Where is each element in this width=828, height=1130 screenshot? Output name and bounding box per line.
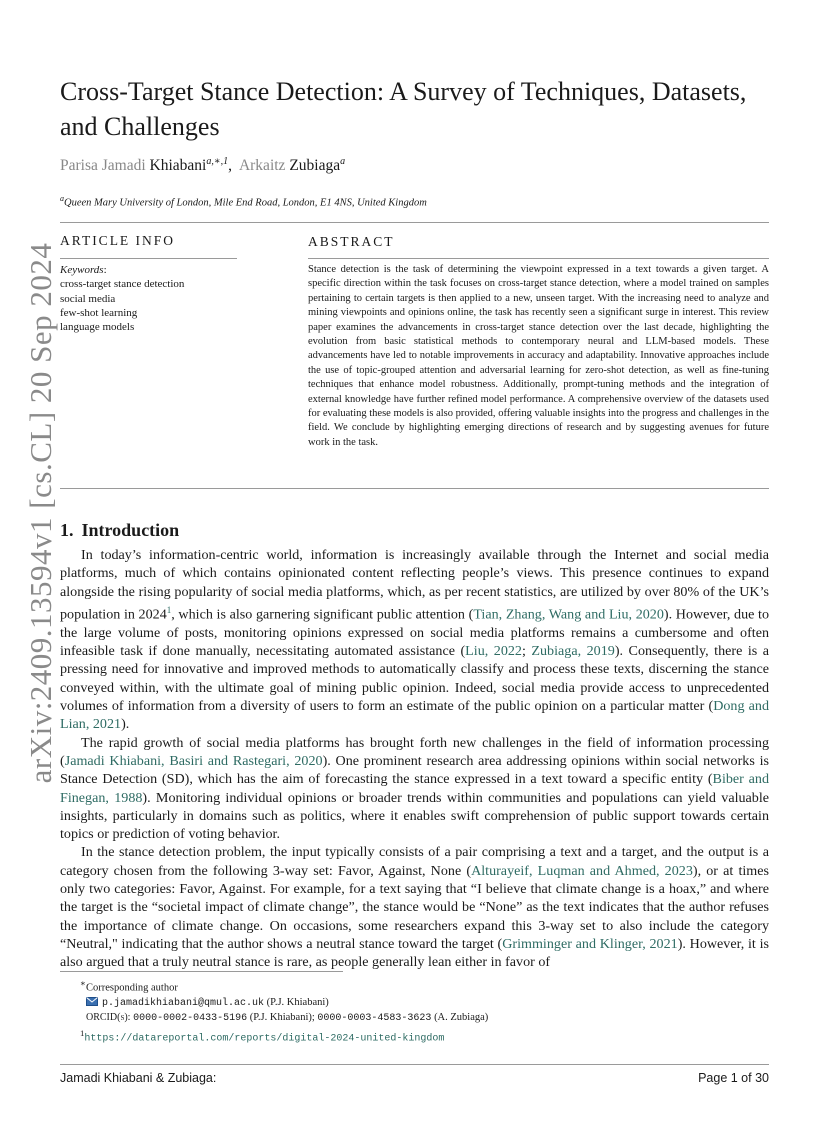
orcid-label: ORCID(s): — [86, 1011, 131, 1023]
text-run: ), or at times only two categories: Favor, Against. For example, for a text saying that “I believe that climate change is a hoax,” and where the target is the “societal impact of climate change”, the stance would be “None” as the text indicates that the author refuses the importance of climate change. On occasions, some researchers expand this 3-way set to also include the category “Neutral," indicating that the author shows a neutral stance toward the target ( — [60, 862, 770, 952]
paragraph — [60, 734, 769, 844]
footnote-rule — [60, 971, 343, 972]
paper-title: Cross-Target Stance Detection: A Survey of Techniques, Datasets, and Challenges — [60, 77, 747, 141]
keyword[interactable]: cross-target stance detection — [60, 278, 185, 291]
text-run: The rapid growth of social media platforms has brought forth new challenges in the field of information processing ( — [60, 734, 769, 769]
envelope-icon — [86, 997, 98, 1006]
citation-link[interactable]: Jamadi Khiabani, Basiri and Rastegari, 2020 — [64, 752, 323, 769]
paragraph — [60, 546, 769, 734]
footnote-mark: 1 — [80, 1027, 85, 1038]
divider — [308, 258, 769, 259]
footnote-url-link[interactable]: https://datareportal.com/reports/digital-2024-united-kingdom — [84, 1033, 445, 1044]
footnote-text: Corresponding author — [85, 982, 178, 994]
email-link[interactable]: p.jamadikhiabani@qmul.ac.uk — [102, 997, 265, 1009]
author-given-name: Arkaitz — [238, 157, 286, 175]
email-owner: (P.J. Khiabani) — [266, 996, 329, 1008]
footer-rule — [60, 1064, 769, 1065]
keywords-label: Keywords — [60, 264, 104, 276]
author-given-name: Parisa Jamadi — [60, 157, 146, 175]
footer-running-head: Jamadi Khiabani & Zubiaga: — [60, 1071, 217, 1085]
section-title: Introduction — [81, 520, 180, 540]
author-1[interactable] — [60, 157, 228, 174]
citation-link[interactable]: Zubiaga, 2019 — [531, 643, 615, 660]
orcid-id[interactable]: 0000-0002-0433-5196 — [133, 1012, 248, 1024]
divider — [60, 258, 237, 259]
orcid-line — [80, 1011, 488, 1026]
citation-link[interactable]: Dong and Lian, 2021 — [60, 698, 769, 733]
page-number: Page 1 of 30 — [698, 1071, 769, 1085]
citation-link[interactable]: Alturayeif, Luqman and Ahmed, 2023 — [471, 862, 693, 879]
citation-link[interactable]: Grimminger and Klinger, 2021 — [502, 935, 678, 952]
author-2[interactable] — [239, 157, 345, 174]
divider — [60, 488, 769, 489]
footnotes — [80, 976, 488, 1046]
citation-link[interactable]: Liu, 2022 — [465, 643, 522, 660]
author-marks: a,∗,1 — [206, 156, 229, 167]
text-run: ). However, due to the large volume of posts, monitoring opinions expressed on social media platforms remains a cumbersome and often infeasible task if done manually, necessitating automated assistance ( — [60, 606, 770, 660]
text-run: In today’s information-centric world, information is increasingly available through the Internet and social media platforms, much of which contains opinionated content reflecting people’s views. This presence continues to expand alongside the rising popularity of social media platforms, which, as per recent statistics, are utilized by over 80% of the UK’s population in 2024 — [60, 547, 769, 623]
author-marks: a — [340, 156, 346, 167]
citation-link[interactable]: Tian, Zhang, Wang and Liu, 2020 — [473, 606, 664, 623]
citation-link[interactable]: Biber and Finegan, 1988 — [60, 771, 769, 806]
author-surname: Khiabani — [149, 157, 207, 175]
corresponding-author-note — [80, 976, 488, 996]
email-line — [80, 996, 488, 1011]
footnote-mark: ∗ — [80, 978, 86, 988]
text-run: In the stance detection problem, the input typically consists of a pair comprising a text and a target, and the output is a category chosen from the following 3-way set: Favor, Against, None ( — [60, 844, 769, 879]
orcid-owner: (A. Zubiaga) — [434, 1011, 489, 1023]
section-number: 1. — [60, 520, 74, 540]
section-heading-introduction — [60, 520, 179, 541]
body-text — [60, 546, 769, 972]
affiliation-mark: a — [60, 194, 64, 203]
divider — [60, 222, 769, 223]
affiliation — [60, 194, 427, 209]
author-surname: Zubiaga — [289, 157, 341, 175]
text-run: , which is also garnering significant public attention ( — [171, 606, 474, 623]
paragraph — [60, 843, 769, 971]
text-run: ). However, it is also argued that a truly neutral stance is rare, as people generally lean either in favor of — [60, 935, 769, 971]
keyword[interactable]: few-shot learning — [60, 306, 138, 319]
abstract-heading: ABSTRACT — [308, 234, 395, 249]
footnote-marker[interactable]: 1 — [166, 604, 172, 615]
orcid-owner: (P.J. Khiabani); — [249, 1011, 315, 1023]
keyword[interactable]: social media — [60, 292, 116, 305]
text-run: ). One prominent research area addressing opinions within social networks is Stance Detection (SD), which has the aim of forecasting the stance expressed in a text toward a specific entity ( — [60, 752, 769, 788]
affiliation-text: Queen Mary University of London, Mile End Road, London, E1 4NS, United Kingdom — [64, 197, 427, 209]
text-run: ; — [521, 643, 532, 660]
arxiv-identifier-text: arXiv:2409.13594v1 [cs.CL] 20 Sep 2024 — [23, 242, 58, 783]
orcid-id[interactable]: 0000-0003-4583-3623 — [317, 1012, 432, 1024]
article-info-heading: ARTICLE INFO — [60, 233, 176, 248]
keywords-block: Keywords: cross-target stance detection social media few-shot learning language models — [60, 264, 185, 334]
arxiv-identifier — [20, 242, 62, 783]
text-run: ). Consequently, there is a pressing need for innovative and improved methods to automatically classify and process these texts, discerning the stance conveyed within, with the ultimate goal of mining public opinion. Indeed, social media provide access to unprecedented volumes of information from a diversity of users to form an estimate of the public opinion on a particular matter ( — [60, 643, 770, 715]
abstract-text: Stance detection is the task of determining the viewpoint expressed in a text towards a given target. A specific direction within the task focuses on cross-target stance detection, where a model trained on samples pertaining to certain targets is then applied to a new, unseen target. With the increasing need to analyze and mining viewpoints and opinions online, the task has recently seen a significant surge in interest. This review paper examines the advancements in cross-target stance detection over the last decade, highlighting the evolution from basic statistical methods to contemporary neural and LLM-based models. These advancements have led to notable improvements in accuracy and adaptability. Innovative approaches include the use of topic-grouped attention and adversarial learning for zero-shot detection, as well as fine-tuning techniques that enhance model robustness. Additionally, prompt-tuning methods and the integration of external knowledge have further refined model performance. A comprehensive overview of the datasets used for evaluating these models is also provided, offering valuable insights into the progress and challenges in the field. We conclude by highlighting emerging directions of research and by suggesting avenues for future work in the task. — [308, 264, 769, 448]
keyword[interactable]: language models — [60, 321, 135, 334]
text-run: ). — [121, 716, 130, 733]
text-run: ). Monitoring individual opinions or broader trends within communities and populations can yield valuable insights, particularly in domains such as politics, where it enables swift comprehension of public support towards certain topics or prediction of voting behavior. — [60, 789, 770, 843]
author-list: Parisa Jamadi Khiabani$^{a,∗,1}$, Arkaitz Zubiaga$^a$ — [60, 156, 346, 175]
footnote-1 — [80, 1026, 488, 1047]
